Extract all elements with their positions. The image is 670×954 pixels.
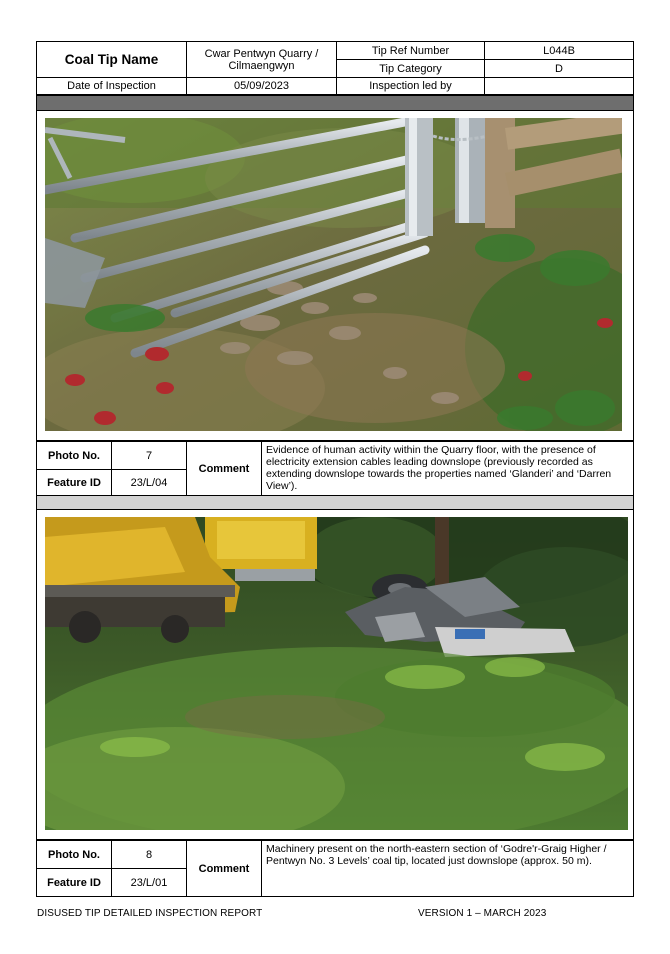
date-value: 05/09/2023 (233, 80, 290, 92)
feature-id-label-8: Feature ID (47, 876, 101, 889)
section-divider-light (36, 496, 634, 510)
comment-text-8: Machinery present on the north-eastern section of ‘Godre'r-Graig Higher / Pentwyn No. 3 Levels’ coal tip, located just downslope (approx. 50 m). (266, 843, 607, 867)
photo-no-value-8: 8 (145, 848, 153, 861)
feature-id-value-7: 23/L/04 (130, 476, 168, 489)
date-label: Date of Inspection (67, 80, 156, 92)
photo-gate-quarry (45, 118, 622, 431)
footer-report-title: DISUSED TIP DETAILED INSPECTION REPORT (37, 908, 263, 919)
footer-version: VERSION 1 – MARCH 2023 (418, 908, 547, 919)
coal-tip-name-label: Coal Tip Name (64, 51, 159, 67)
tip-category-value: D (555, 62, 563, 75)
inspection-led-label: Inspection led by (369, 80, 452, 92)
inspection-led-value (485, 78, 633, 94)
photo-no-label-8: Photo No. (48, 848, 100, 861)
comment-text-7: Evidence of human activity within the Quarry floor, with the presence of electricity extension cables leading downslope (previously recorded as extending downslope towards the properties named ‘Glanderi’ and ‘Darren View’). (266, 444, 612, 492)
feature-id-value-8: 23/L/01 (130, 876, 168, 889)
comment-label-7: Comment (198, 462, 250, 475)
comment-label-8: Comment (198, 862, 250, 875)
photo-no-value-7: 7 (145, 449, 153, 462)
coal-tip-name-value: Cwar Pentwyn Quarry / Cilmaengwyn (204, 47, 319, 72)
photo-machinery-slope (45, 517, 628, 830)
tip-category-label: Tip Category (379, 62, 442, 75)
photo-no-label-7: Photo No. (48, 449, 100, 462)
section-divider (36, 95, 634, 111)
feature-id-label-7: Feature ID (47, 476, 101, 489)
tip-ref-label: Tip Ref Number (371, 44, 450, 57)
tip-ref-value: L044B (543, 44, 575, 57)
